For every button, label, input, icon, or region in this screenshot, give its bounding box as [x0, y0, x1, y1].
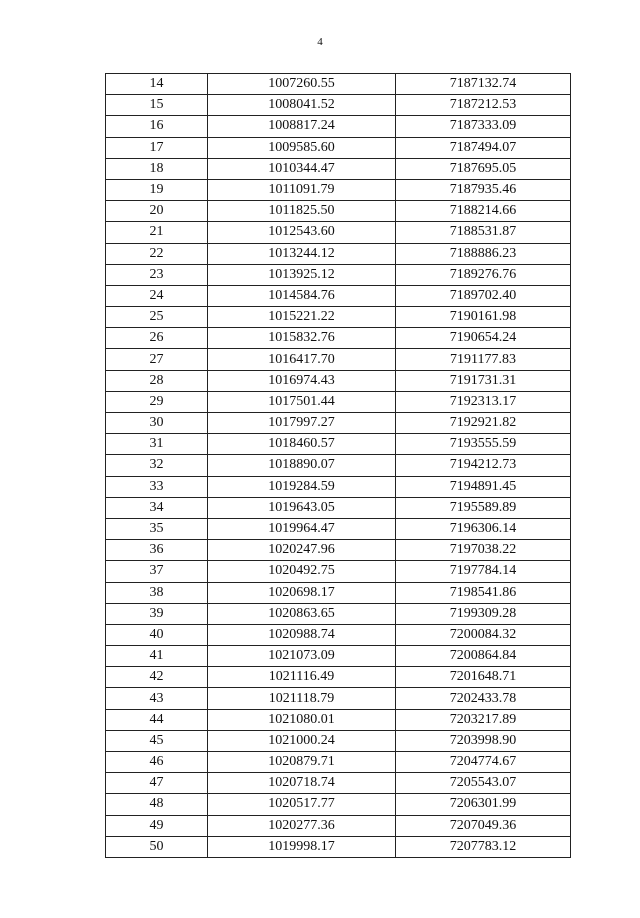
point-number-cell: 35: [106, 518, 208, 539]
point-number-cell: 46: [106, 752, 208, 773]
x-coordinate-cell: 1007260.55: [208, 74, 396, 95]
point-number-cell: 41: [106, 646, 208, 667]
x-coordinate-cell: 1018890.07: [208, 455, 396, 476]
y-coordinate-cell: 7187935.46: [396, 179, 571, 200]
point-number-cell: 34: [106, 497, 208, 518]
x-coordinate-cell: 1021000.24: [208, 730, 396, 751]
x-coordinate-cell: 1009585.60: [208, 137, 396, 158]
x-coordinate-cell: 1015832.76: [208, 328, 396, 349]
table-row: [106, 455, 571, 476]
coordinates-table: [105, 73, 571, 858]
point-number-cell: 14: [106, 74, 208, 95]
table-row: [106, 201, 571, 222]
point-number-cell: 50: [106, 836, 208, 857]
y-coordinate-cell: 7189702.40: [396, 285, 571, 306]
y-coordinate-cell: 7198541.86: [396, 582, 571, 603]
x-coordinate-cell: 1021116.49: [208, 667, 396, 688]
point-number-cell: 44: [106, 709, 208, 730]
y-coordinate-cell: 7187333.09: [396, 116, 571, 137]
x-coordinate-cell: 1021118.79: [208, 688, 396, 709]
x-coordinate-cell: 1018460.57: [208, 434, 396, 455]
x-coordinate-cell: 1020277.36: [208, 815, 396, 836]
x-coordinate-cell: 1021073.09: [208, 646, 396, 667]
x-coordinate-cell: 1017501.44: [208, 391, 396, 412]
table-row: [106, 476, 571, 497]
x-coordinate-cell: 1020492.75: [208, 561, 396, 582]
coordinates-table-body: [106, 74, 571, 858]
point-number-cell: 32: [106, 455, 208, 476]
point-number-cell: 37: [106, 561, 208, 582]
point-number-cell: 18: [106, 158, 208, 179]
table-row: [106, 285, 571, 306]
x-coordinate-cell: 1021080.01: [208, 709, 396, 730]
table-row: [106, 74, 571, 95]
x-coordinate-cell: 1012543.60: [208, 222, 396, 243]
table-row: [106, 667, 571, 688]
y-coordinate-cell: 7206301.99: [396, 794, 571, 815]
point-number-cell: 30: [106, 413, 208, 434]
point-number-cell: 23: [106, 264, 208, 285]
y-coordinate-cell: 7203217.89: [396, 709, 571, 730]
point-number-cell: 16: [106, 116, 208, 137]
y-coordinate-cell: 7191177.83: [396, 349, 571, 370]
x-coordinate-cell: 1015221.22: [208, 307, 396, 328]
x-coordinate-cell: 1013244.12: [208, 243, 396, 264]
x-coordinate-cell: 1019643.05: [208, 497, 396, 518]
point-number-cell: 27: [106, 349, 208, 370]
table-row: [106, 540, 571, 561]
x-coordinate-cell: 1011825.50: [208, 201, 396, 222]
y-coordinate-cell: 7188886.23: [396, 243, 571, 264]
x-coordinate-cell: 1008041.52: [208, 95, 396, 116]
table-row: [106, 646, 571, 667]
y-coordinate-cell: 7188214.66: [396, 201, 571, 222]
x-coordinate-cell: 1020863.65: [208, 603, 396, 624]
table-row: [106, 815, 571, 836]
x-coordinate-cell: 1019998.17: [208, 836, 396, 857]
y-coordinate-cell: 7187494.07: [396, 137, 571, 158]
x-coordinate-cell: 1016417.70: [208, 349, 396, 370]
point-number-cell: 29: [106, 391, 208, 412]
x-coordinate-cell: 1020698.17: [208, 582, 396, 603]
table-row: [106, 95, 571, 116]
y-coordinate-cell: 7207783.12: [396, 836, 571, 857]
table-row: [106, 116, 571, 137]
table-row: [106, 582, 571, 603]
y-coordinate-cell: 7203998.90: [396, 730, 571, 751]
x-coordinate-cell: 1011091.79: [208, 179, 396, 200]
table-row: [106, 243, 571, 264]
table-row: [106, 518, 571, 539]
table-row: [106, 709, 571, 730]
table-row: [106, 179, 571, 200]
point-number-cell: 36: [106, 540, 208, 561]
x-coordinate-cell: 1019284.59: [208, 476, 396, 497]
point-number-cell: 24: [106, 285, 208, 306]
table-row: [106, 561, 571, 582]
y-coordinate-cell: 7200864.84: [396, 646, 571, 667]
table-row: [106, 434, 571, 455]
point-number-cell: 26: [106, 328, 208, 349]
point-number-cell: 19: [106, 179, 208, 200]
table-row: [106, 794, 571, 815]
table-row: [106, 730, 571, 751]
table-row: [106, 603, 571, 624]
point-number-cell: 20: [106, 201, 208, 222]
table-row: [106, 370, 571, 391]
table-row: [106, 222, 571, 243]
y-coordinate-cell: 7200084.32: [396, 624, 571, 645]
x-coordinate-cell: 1016974.43: [208, 370, 396, 391]
x-coordinate-cell: 1008817.24: [208, 116, 396, 137]
table-row: [106, 752, 571, 773]
y-coordinate-cell: 7190654.24: [396, 328, 571, 349]
point-number-cell: 42: [106, 667, 208, 688]
x-coordinate-cell: 1020718.74: [208, 773, 396, 794]
table-row: [106, 158, 571, 179]
y-coordinate-cell: 7192921.82: [396, 413, 571, 434]
point-number-cell: 47: [106, 773, 208, 794]
x-coordinate-cell: 1020988.74: [208, 624, 396, 645]
table-row: [106, 413, 571, 434]
table-row: [106, 836, 571, 857]
y-coordinate-cell: 7189276.76: [396, 264, 571, 285]
table-row: [106, 349, 571, 370]
point-number-cell: 28: [106, 370, 208, 391]
point-number-cell: 49: [106, 815, 208, 836]
point-number-cell: 15: [106, 95, 208, 116]
table-row: [106, 624, 571, 645]
y-coordinate-cell: 7187212.53: [396, 95, 571, 116]
y-coordinate-cell: 7202433.78: [396, 688, 571, 709]
y-coordinate-cell: 7204774.67: [396, 752, 571, 773]
y-coordinate-cell: 7193555.59: [396, 434, 571, 455]
x-coordinate-cell: 1013925.12: [208, 264, 396, 285]
y-coordinate-cell: 7187132.74: [396, 74, 571, 95]
y-coordinate-cell: 7191731.31: [396, 370, 571, 391]
table-row: [106, 688, 571, 709]
point-number-cell: 39: [106, 603, 208, 624]
x-coordinate-cell: 1019964.47: [208, 518, 396, 539]
table-row: [106, 307, 571, 328]
y-coordinate-cell: 7195589.89: [396, 497, 571, 518]
point-number-cell: 21: [106, 222, 208, 243]
x-coordinate-cell: 1010344.47: [208, 158, 396, 179]
page-number: 4: [317, 36, 323, 48]
y-coordinate-cell: 7201648.71: [396, 667, 571, 688]
point-number-cell: 17: [106, 137, 208, 158]
point-number-cell: 31: [106, 434, 208, 455]
table-row: [106, 328, 571, 349]
y-coordinate-cell: 7197038.22: [396, 540, 571, 561]
table-row: [106, 773, 571, 794]
y-coordinate-cell: 7190161.98: [396, 307, 571, 328]
y-coordinate-cell: 7205543.07: [396, 773, 571, 794]
point-number-cell: 38: [106, 582, 208, 603]
x-coordinate-cell: 1014584.76: [208, 285, 396, 306]
y-coordinate-cell: 7192313.17: [396, 391, 571, 412]
y-coordinate-cell: 7199309.28: [396, 603, 571, 624]
point-number-cell: 25: [106, 307, 208, 328]
x-coordinate-cell: 1020879.71: [208, 752, 396, 773]
y-coordinate-cell: 7194891.45: [396, 476, 571, 497]
y-coordinate-cell: 7188531.87: [396, 222, 571, 243]
x-coordinate-cell: 1020517.77: [208, 794, 396, 815]
table-row: [106, 137, 571, 158]
point-number-cell: 48: [106, 794, 208, 815]
x-coordinate-cell: 1017997.27: [208, 413, 396, 434]
table-row: [106, 497, 571, 518]
table-row: [106, 264, 571, 285]
y-coordinate-cell: 7196306.14: [396, 518, 571, 539]
y-coordinate-cell: 7197784.14: [396, 561, 571, 582]
point-number-cell: 40: [106, 624, 208, 645]
y-coordinate-cell: 7194212.73: [396, 455, 571, 476]
point-number-cell: 22: [106, 243, 208, 264]
y-coordinate-cell: 7187695.05: [396, 158, 571, 179]
y-coordinate-cell: 7207049.36: [396, 815, 571, 836]
table-row: [106, 391, 571, 412]
x-coordinate-cell: 1020247.96: [208, 540, 396, 561]
point-number-cell: 43: [106, 688, 208, 709]
point-number-cell: 33: [106, 476, 208, 497]
point-number-cell: 45: [106, 730, 208, 751]
